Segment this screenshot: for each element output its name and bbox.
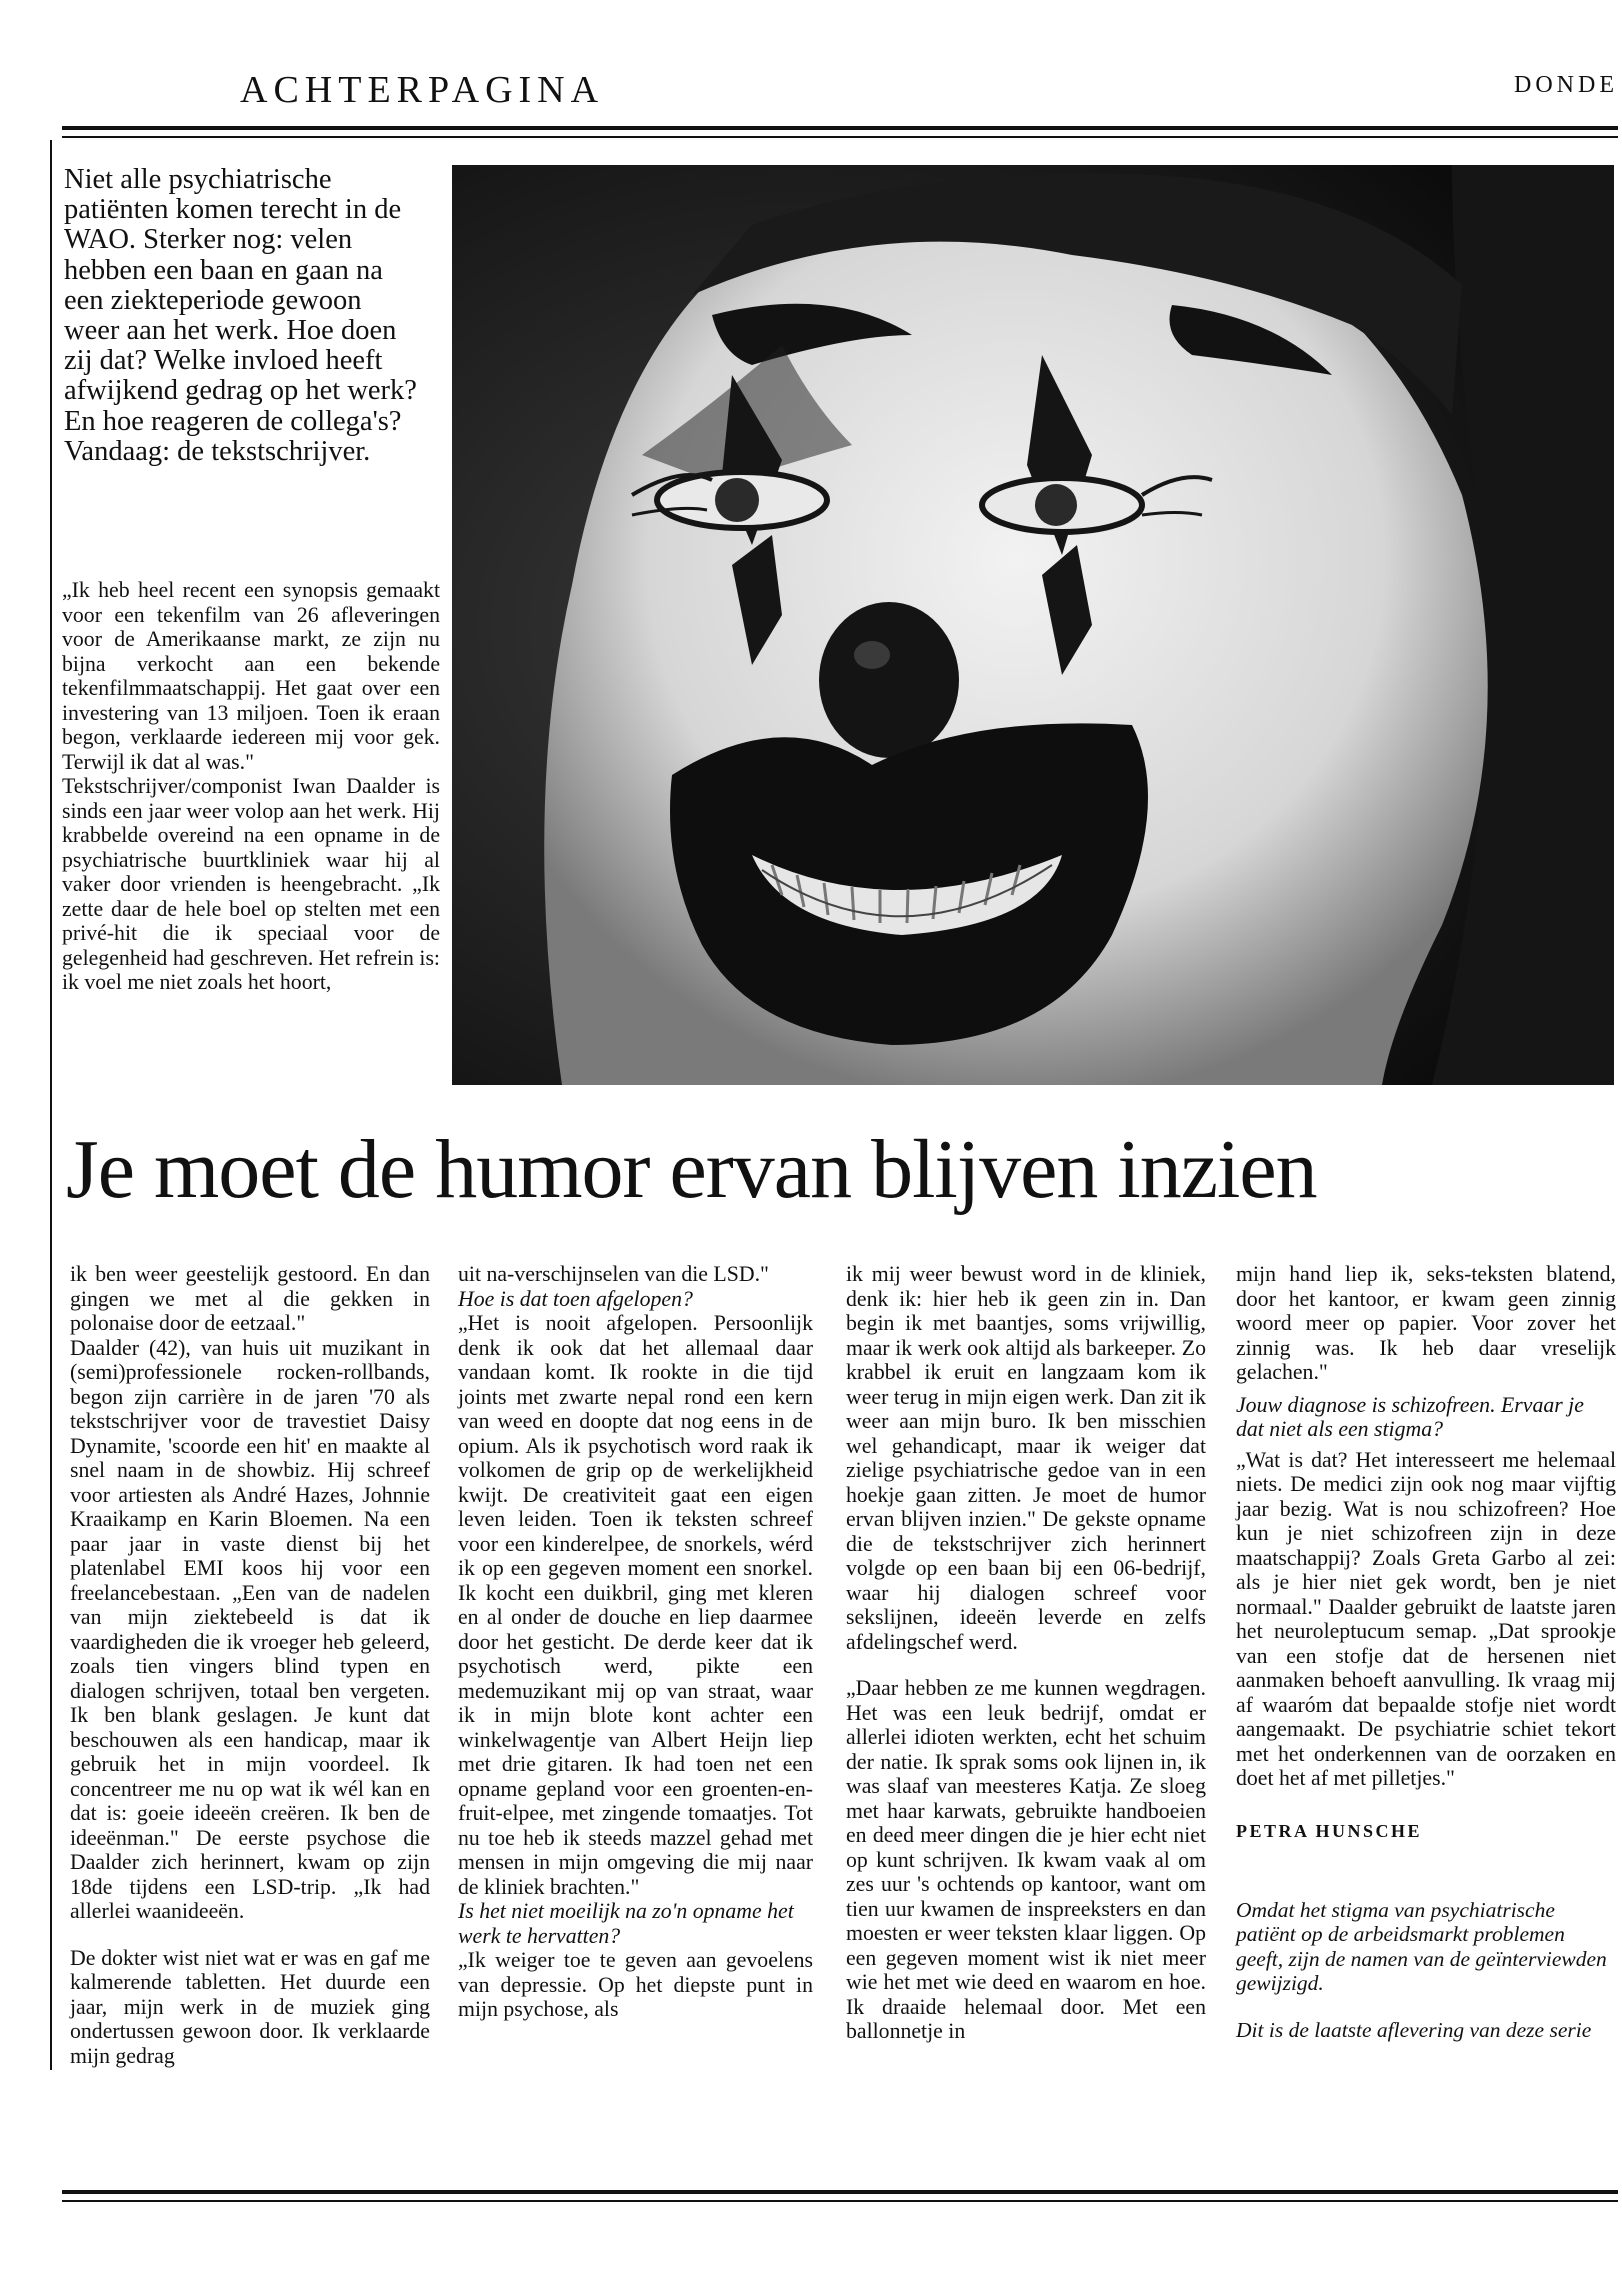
body-column-4 (1236, 1262, 1616, 2042)
column-4-paragraph-2: „Wat is dat? Het interesseert me helemaal niets. De medici zijn ook nog maar vijftig jaar bezig. Wat is nou schizofreen? Hoe kun je niet schizofreen zijn in deze maatschappij? Zoals Greta Garbo al zei: als je hier niet gek wordt, ben je niet normaal." Daalder gebruikt de laatste jaren het neuroleptucum semap. „Dat sprookje van een stofje dat de hersenen niet aanmaken behoeft aanvulling. Ik vraag mij af waaróm dat bepaalde stofje niet wordt aangemaakt. De psychiatrie schiet tekort met het onderkennen van de oorzaken en doet het af met pilletjes." (1236, 1447, 1616, 1790)
interview-question-2: Is het niet moeilijk na zo'n opname het werk te hervatten? (458, 1899, 794, 1948)
section-title: ACHTERPAGINA (240, 69, 605, 111)
intro-paragraph: Niet alle psychiatrische patiënten komen terecht in de WAO. Sterker nog: velen hebben een baan en gaan na een ziekteperiode gewoon weer aan het werk. Hoe doen zij dat? Welke invloed heeft afwijkend gedrag op het werk? En hoe reageren de collega's? Vandaag: de tekstschrijver. (64, 164, 417, 467)
footnote-last-episode: Dit is de laatste aflevering van deze serie (1236, 2017, 1592, 2042)
column-2-paragraph-1: uit na-verschijnselen van die LSD." (458, 1262, 769, 1286)
bottom-rule-thick (62, 2190, 1618, 2194)
author-byline: PETRA HUNSCHE (1236, 1820, 1423, 1841)
top-rule-thick (62, 126, 1618, 130)
clown-face-photo (452, 165, 1614, 1085)
lead-column (62, 578, 440, 995)
interview-question-1: Hoe is dat toen afgelopen? (458, 1286, 693, 1311)
footnote-names-changed: Omdat het stigma van psychiatrische patiënt op de arbeidsmarkt problemen geeft, zijn de namen van de geïnterviewden gewijzigd. (1236, 1897, 1607, 1995)
column-3-paragraph-2: „Daar hebben ze me kunnen wegdragen. Het was een leuk bedrijf, omdat er allerlei idioten werkten, echt het schuim der natie. Ik sprak soms ook lijnen in, ik was slaaf van meesteres Katja. Ze sloeg met haar karwats, gebruikte handboeien en deed meer dingen die je hier echt niet op kunt schrijven. Ik kwam vaak al om zes uur 's ochtends op kantoor, want om tien uur kwamen de inspreeksters en dan moesten er weer teksten klaar liggen. Op een gegeven moment wist ik niet meer wie het met wie deed en waarom en hoe. Ik draaide helemaal door. Met een ballonnetje in (846, 1676, 1206, 2043)
column-1-paragraph-2: De dokter wist niet wat er was en gaf me kalmerende tabletten. Het duurde een jaar, mijn werk in de muziek ging ondertussen gewoon door. Ik verklaarde mijn gedrag (70, 1945, 430, 2068)
column-1-paragraph-1: ik ben weer geestelijk gestoord. En dan gingen we met al die gekken in polonaise door de eetzaal." Daalder (42), van huis uit muzikant in (semi)professionele rocken-rollbands, begon zijn carrière in de jaren '70 als tekstschrijver voor de travestiet Daisy Dynamite, 'scoorde een hit' en maakte al snel naam in de showbiz. Hij schreef voor artiesten als André Hazes, Johnnie Kraaikamp en Karin Bloemen. Na een paar jaar in vaste dienst bij het platenlabel EMI koos hij voor een freelancebestaan. „Een van de nadelen van mijn ziektebeeld is dat ik vaardigheden die ik vroeger heb geleerd, zoals tien vingers blind typen en dialogen schrijven, totaal ben vergeten. Ik ben blank geslagen. Je kunt dat beschouwen als een handicap, maar ik gebruik het in mijn voordeel. Ik concentreer me nu op wat ik wél kan en dat is: goeie ideeën creëren. Ik ben de ideeënman." De eerste psychose die Daalder zich herinnert, kwam op zijn 18de tijdens een LSD-trip. „Ik had allerlei waanideeën. (70, 1262, 430, 1923)
body-column-1 (70, 1262, 430, 2068)
lead-column-text: „Ik heb heel recent een synopsis gemaakt voor een tekenfilm van 26 afleveringen voor de Amerikaanse markt, ze zijn nu bijna verkocht aan een bekende tekenfilmmaatschappij. Het gaat over een investering van 13 miljoen. Toen ik eraan begon, verklaarde iedereen mij voor gek. Terwijl ik dat al was." Tekstschrijver/componist Iwan Daalder is sinds een jaar weer volop aan het werk. Hij krabbelde overeind na een opname in de psychiatrische buurtkliniek waar hij al vaker door vrienden is heengebracht. „Ik zette daar de hele boel op stelten met een privé-hit die ik speciaal voor de gelegenheid had geschreven. Het refrein is: ik voel me niet zoals het hoort, (62, 578, 440, 994)
column-2-paragraph-3: „Ik weiger toe te geven aan gevoelens van depressie. Op het diepste punt in mijn psychose, als (458, 1948, 813, 2021)
clown-face-illustration (452, 165, 1614, 1085)
column-3-paragraph-1: ik mij weer bewust word in de kliniek, denk ik: hier heb ik geen zin in. Dan begin ik met baantjes, soms vrijwillig, maar ik werk ook altijd als barkeeper. Zo krabbel ik eruit en langzaam kom ik weer terug in mijn eigen werk. Dan zit ik weer aan mijn buro. Ik ben misschien wel gehandicapt, maar ik weiger dat zielige psychiatrische gedoe van in een hoekje gaan zitten. Je moet de humor ervan blijven inzien." De gekste opname die de tekstschrijver zich herinnert volgde op een baan bij een 06-bedrijf, waar hij dialogen schreef voor sekslijnen, ideeën leverde en zelfs afdelingschef werd. (846, 1262, 1206, 1654)
top-rule-thin (62, 136, 1618, 138)
left-margin-rule (50, 140, 52, 2070)
interview-question-3: Jouw diagnose is schizofreen. Ervaar je dat niet als een stigma? (1236, 1392, 1584, 1441)
bottom-rule-thin (62, 2200, 1618, 2202)
running-head: DONDE (1514, 72, 1618, 98)
article-headline: Je moet de humor ervan blijven inzien (66, 1123, 1317, 1216)
column-2-paragraph-2: „Het is nooit afgelopen. Persoonlijk denk ik ook dat het allemaal daar vandaan komt. Ik rookte in die tijd joints met zwarte nepal rond een kern van weed en doopte dat nog eens in de opium. Als ik psychotisch word raak ik volkomen de grip op de werkelijkheid kwijt. De creativiteit gaat een eigen leven leiden. Toen ik teksten schreef voor een kinderelpee, de snorkels, wérd ik op een gegeven moment een snorkel. Ik kocht een duikbril, ging met kleren en al onder de douche en liep daarmee door het gesticht. De derde keer dat ik psychotisch werd, pikte een medemuzikant mij op van straat, waar ik in mijn blote kont achter een winkelwagentje van Albert Heijn liep met drie gitaren. Ik had toen net een opname gepland voor een groenten-en-fruit-elpee, met zingende tomaatjes. Tot nu toe heb ik steeds mazzel gehad met mensen in mijn omgeving die mij naar de kliniek brachten." (458, 1311, 813, 1899)
column-4-paragraph-1: mijn hand liep ik, seks-teksten blatend, door het kantoor, er kwam geen zinnig woord meer op papier. Voor zover het zinnig was. Ik heb daar vreselijk gelachen." (1236, 1262, 1616, 1384)
body-column-2 (458, 1262, 813, 2022)
body-column-3 (846, 1262, 1206, 2044)
